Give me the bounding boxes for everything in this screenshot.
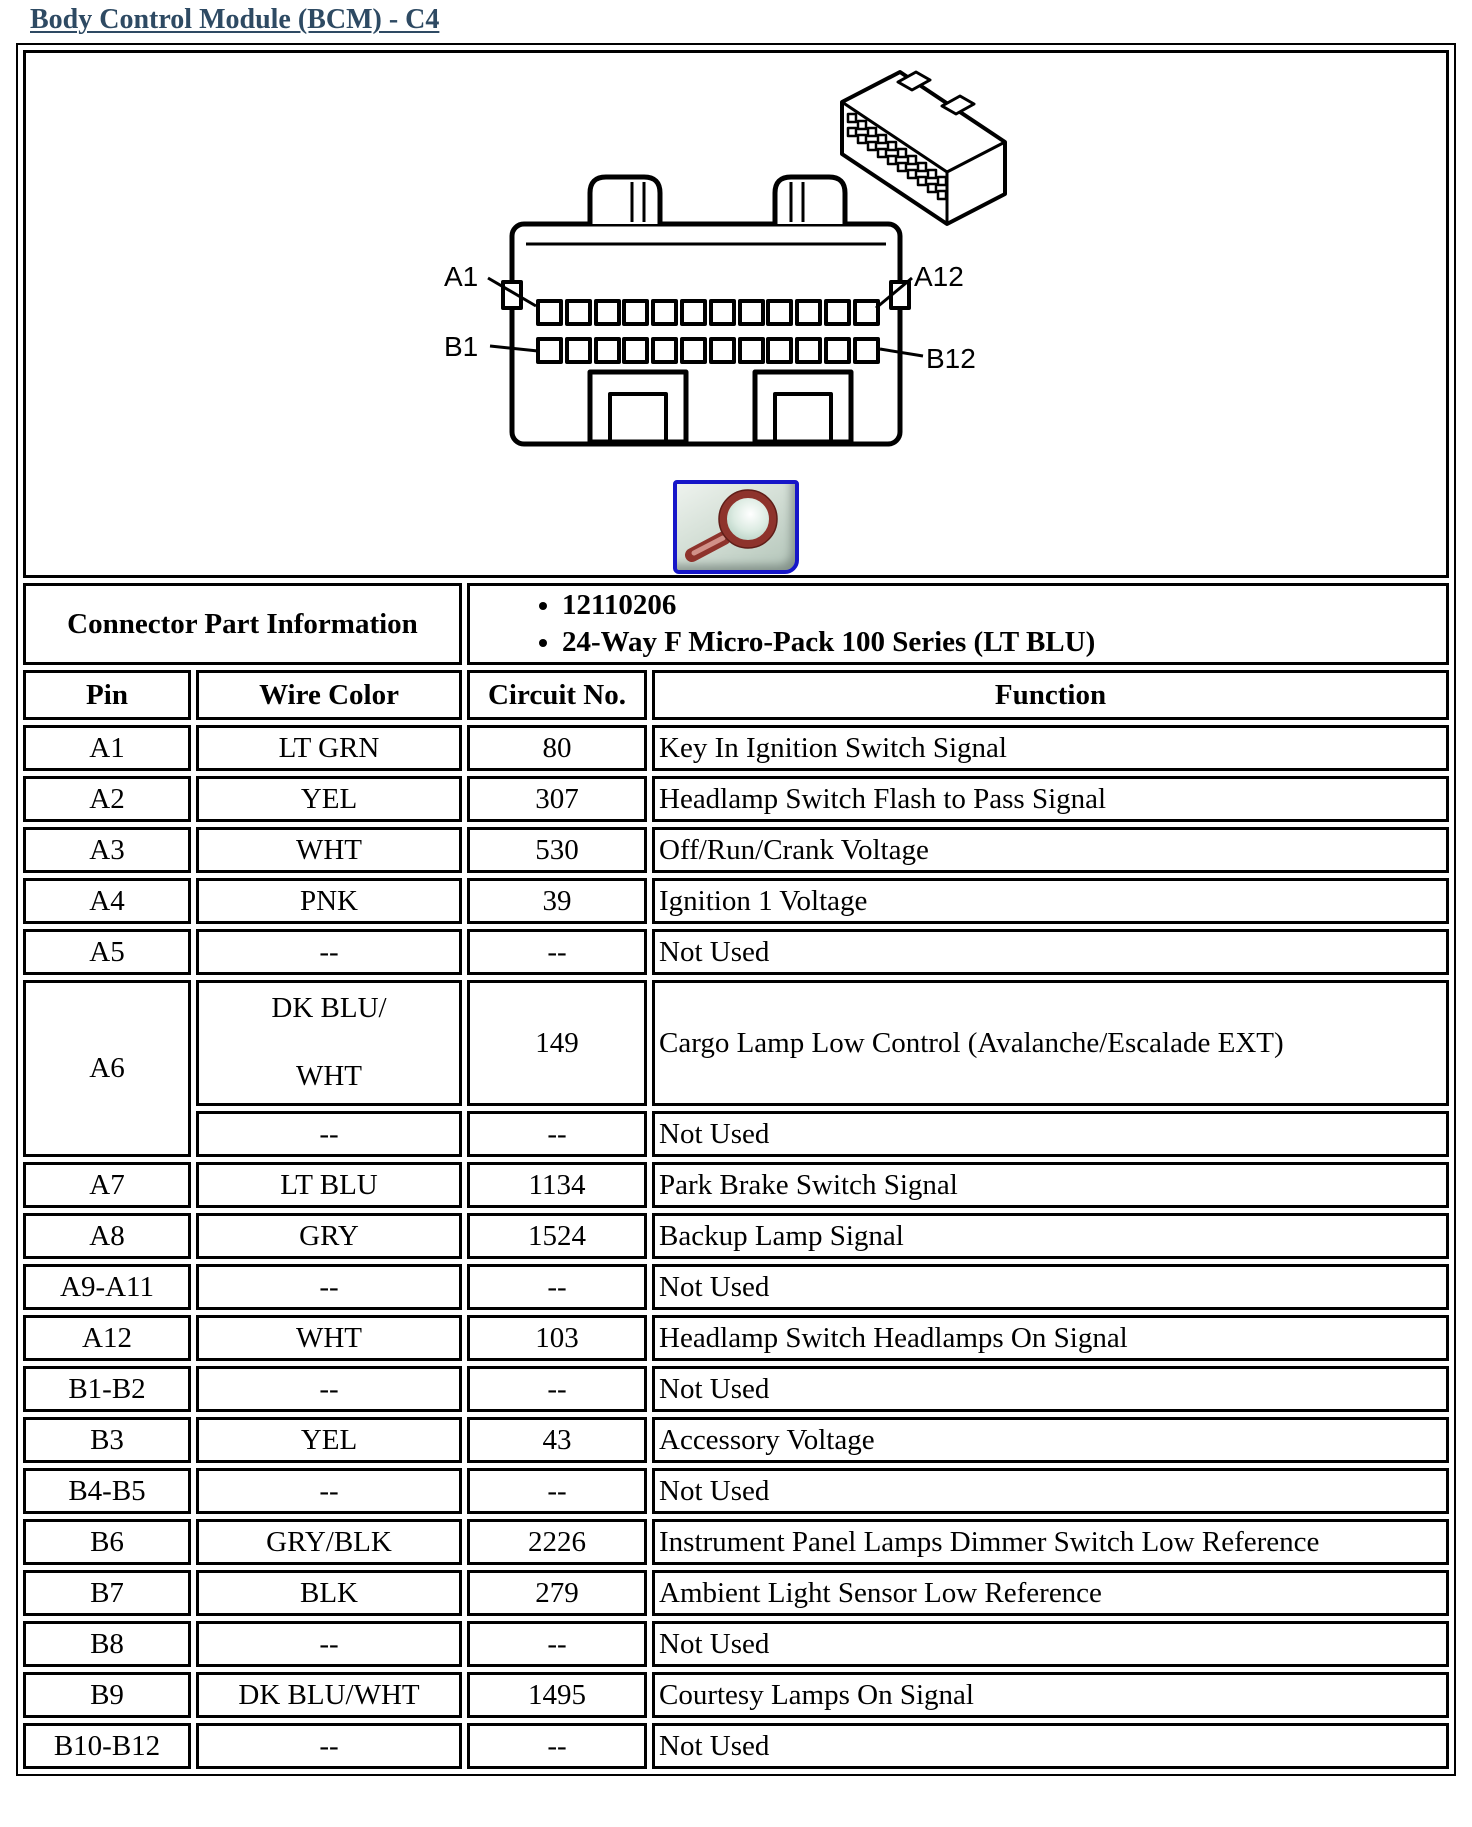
function-cell: Key In Ignition Switch Signal — [652, 725, 1449, 771]
circuit-cell: 1524 — [467, 1213, 647, 1259]
circuit-cell: -- — [467, 929, 647, 975]
pin-cell: A9-A11 — [23, 1264, 191, 1310]
circuit-cell: 149 — [467, 980, 647, 1106]
part-info-values — [467, 583, 1449, 665]
function-cell: Cargo Lamp Low Control (Avalanche/Escalade EXT) — [652, 980, 1449, 1106]
function-cell: Courtesy Lamps On Signal — [652, 1672, 1449, 1718]
table-row — [23, 1621, 1449, 1667]
pin-cell: B8 — [23, 1621, 191, 1667]
connector-front-view — [503, 177, 909, 444]
circuit-cell: -- — [467, 1366, 647, 1412]
table-row — [23, 929, 1449, 975]
header-pin: Pin — [23, 670, 191, 720]
part-description: • 24-Way F Micro-Pack 100 Series (LT BLU) — [562, 624, 1442, 661]
table-row-a6 — [23, 980, 1449, 1106]
wire-color-cell: LT GRN — [196, 725, 462, 771]
function-cell: Not Used — [652, 1723, 1449, 1769]
part-info-label: Connector Part Information — [23, 583, 462, 665]
figure-cell — [23, 50, 1449, 578]
pin-cell: A2 — [23, 776, 191, 822]
circuit-cell: 307 — [467, 776, 647, 822]
table-row-a6-sub — [23, 1111, 1449, 1157]
connector-diagram-image — [386, 54, 1086, 454]
pin-cell: B1-B2 — [23, 1366, 191, 1412]
circuit-cell: -- — [467, 1111, 647, 1157]
wire-color-cell: YEL — [196, 1417, 462, 1463]
function-cell: Not Used — [652, 1264, 1449, 1310]
part-info-row — [23, 583, 1449, 665]
table-row — [23, 1264, 1449, 1310]
wire-color-cell — [196, 980, 462, 1106]
table-row — [23, 1672, 1449, 1718]
table-row — [23, 1417, 1449, 1463]
connector-info-table — [16, 43, 1456, 1776]
header-circuit-no: Circuit No. — [467, 670, 647, 720]
function-cell: Not Used — [652, 929, 1449, 975]
table-row — [23, 1570, 1449, 1616]
table-row — [23, 1723, 1449, 1769]
wire-color-cell: WHT — [196, 1315, 462, 1361]
function-cell: Park Brake Switch Signal — [652, 1162, 1449, 1208]
function-cell: Headlamp Switch Flash to Pass Signal — [652, 776, 1449, 822]
function-cell: Accessory Voltage — [652, 1417, 1449, 1463]
magnifier-icon — [680, 486, 792, 568]
connector-diagram — [386, 54, 1086, 454]
circuit-cell: 80 — [467, 725, 647, 771]
table-row — [23, 1366, 1449, 1412]
table-row — [23, 1315, 1449, 1361]
function-cell: Headlamp Switch Headlamps On Signal — [652, 1315, 1449, 1361]
wire-color-cell: -- — [196, 1723, 462, 1769]
part-number: • 12110206 — [562, 587, 1442, 624]
function-cell: Not Used — [652, 1111, 1449, 1157]
pin-cell: B4-B5 — [23, 1468, 191, 1514]
circuit-cell: 2226 — [467, 1519, 647, 1565]
wire-color-cell: -- — [196, 1621, 462, 1667]
connector-perspective-view — [842, 72, 1005, 224]
function-cell: Instrument Panel Lamps Dimmer Switch Low Reference — [652, 1519, 1449, 1565]
wire-color-cell: LT BLU — [196, 1162, 462, 1208]
page-title[interactable] — [30, 4, 1456, 36]
circuit-cell: 103 — [467, 1315, 647, 1361]
pin-cell: B10-B12 — [23, 1723, 191, 1769]
wire-color-cell: -- — [196, 1468, 462, 1514]
function-cell: Not Used — [652, 1468, 1449, 1514]
pin-cell: B9 — [23, 1672, 191, 1718]
pin-cell: A12 — [23, 1315, 191, 1361]
pin-cell: A5 — [23, 929, 191, 975]
pin-cell: A3 — [23, 827, 191, 873]
wire-color-cell: GRY/BLK — [196, 1519, 462, 1565]
pin-cell: B6 — [23, 1519, 191, 1565]
circuit-cell: 39 — [467, 878, 647, 924]
function-cell: Ignition 1 Voltage — [652, 878, 1449, 924]
circuit-cell: 1134 — [467, 1162, 647, 1208]
wire-color-cell: WHT — [196, 827, 462, 873]
table-header-row — [23, 670, 1449, 720]
wire-color-line1: DK BLU/ — [271, 992, 387, 1024]
circuit-cell: 1495 — [467, 1672, 647, 1718]
page-title-text[interactable]: Body Control Module (BCM) - C4 — [30, 4, 440, 35]
wire-color-cell: PNK — [196, 878, 462, 924]
table-row — [23, 776, 1449, 822]
function-cell: Not Used — [652, 1621, 1449, 1667]
table-row — [23, 827, 1449, 873]
wire-color-cell: -- — [196, 929, 462, 975]
pin-cell: B7 — [23, 1570, 191, 1616]
table-row — [23, 1519, 1449, 1565]
header-function: Function — [652, 670, 1449, 720]
circuit-cell: -- — [467, 1723, 647, 1769]
wire-color-line2: WHT — [295, 1060, 363, 1092]
pin-cell: A1 — [23, 725, 191, 771]
wire-color-cell: DK BLU/WHT — [196, 1672, 462, 1718]
table-row — [23, 878, 1449, 924]
function-cell: Ambient Light Sensor Low Reference — [652, 1570, 1449, 1616]
wire-color-cell: -- — [196, 1111, 462, 1157]
circuit-cell: 279 — [467, 1570, 647, 1616]
label-b1: B1 — [444, 331, 479, 362]
circuit-cell: 530 — [467, 827, 647, 873]
table-row — [23, 1468, 1449, 1514]
circuit-cell: -- — [467, 1264, 647, 1310]
pin-cell: A8 — [23, 1213, 191, 1259]
wire-color-cell: -- — [196, 1264, 462, 1310]
wire-color-cell: BLK — [196, 1570, 462, 1616]
pin-cell: A4 — [23, 878, 191, 924]
label-b12: B12 — [926, 343, 976, 374]
function-cell: Off/Run/Crank Voltage — [652, 827, 1449, 873]
pin-cell: A6 — [23, 980, 191, 1157]
function-cell: Backup Lamp Signal — [652, 1213, 1449, 1259]
table-row — [23, 1213, 1449, 1259]
label-a12: A12 — [914, 261, 964, 292]
table-row — [23, 725, 1449, 771]
part-info-list — [474, 587, 1442, 661]
circuit-cell: -- — [467, 1621, 647, 1667]
figure-row — [23, 50, 1449, 578]
wire-color-cell: -- — [196, 1366, 462, 1412]
label-a1: A1 — [444, 261, 479, 292]
circuit-cell: 43 — [467, 1417, 647, 1463]
function-cell: Not Used — [652, 1366, 1449, 1412]
wire-color-cell: GRY — [196, 1213, 462, 1259]
table-row — [23, 1162, 1449, 1208]
wire-color-cell: YEL — [196, 776, 462, 822]
magnifier-button[interactable] — [673, 480, 799, 574]
circuit-cell: -- — [467, 1468, 647, 1514]
pin-cell: A7 — [23, 1162, 191, 1208]
header-wire-color: Wire Color — [196, 670, 462, 720]
pin-cell: B3 — [23, 1417, 191, 1463]
